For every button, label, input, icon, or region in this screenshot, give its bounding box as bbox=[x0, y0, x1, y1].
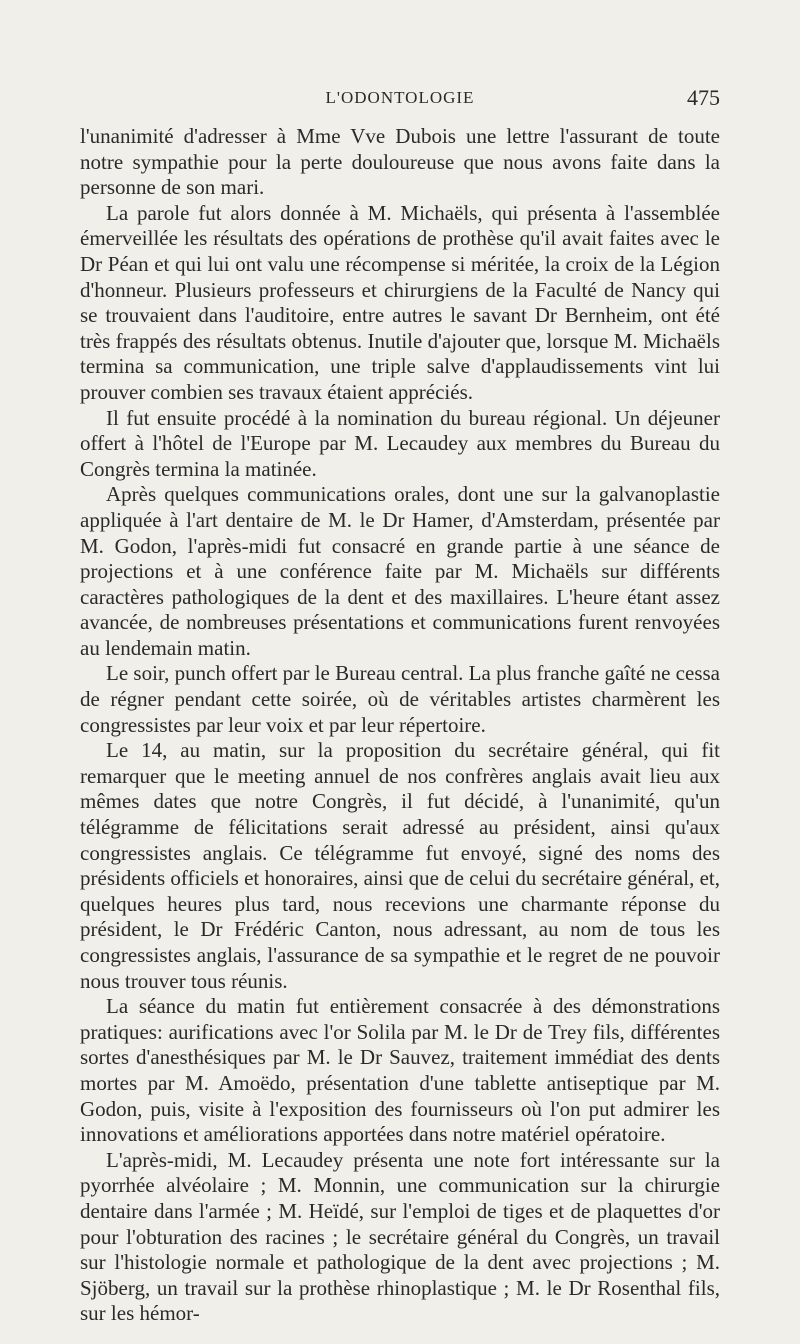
paragraph-continued: l'unanimité d'adresser à Mme Vve Dubois une lettre l'assurant de toute notre sympathie pour la perte douloureuse que nous avons faite dans la personne de son mari. bbox=[80, 124, 720, 200]
paragraph: Le 14, au matin, sur la proposition du secrétaire général, qui fit remarquer que le meeting annuel de nos confrères anglais avait lieu aux mêmes dates que notre Congrès, il fut décidé, à l'unanimité, qu'un télégramme de félicitations serait adressé au président, ainsi qu'aux congressistes anglais. Ce télégramme fut envoyé, signé des noms des présidents officiels et honoraires, ainsi que de celui du secrétaire général, et, quelques heures plus tard, nous recevions une charmante réponse du président, le Dr Frédéric Canton, nous adressant, au nom de tous les congressistes anglais, l'assurance de sa sympathie et le regret de ne pouvoir nous trouver tous réunis. bbox=[80, 738, 720, 993]
page-header bbox=[80, 85, 720, 118]
paragraph: L'après-midi, M. Lecaudey présenta une note fort intéressante sur la pyorrhée alvéolaire ; M. Monnin, une communication sur la chirurgie dentaire dans l'armée ; M. Heïdé, sur l'emploi de tiges et de plaquettes d'or pour l'obturation des racines ; le secrétaire général du Congrès, un travail sur l'histologie normale et pathologique de la dent avec projections ; M. Sjöberg, un travail sur la prothèse rhinoplastique ; M. le Dr Rosenthal fils, sur les hémor- bbox=[80, 1147, 720, 1326]
paragraph: Le soir, punch offert par le Bureau central. La plus franche gaîté ne cessa de régner pendant cette soirée, où de véritables artistes charmèrent les congressistes par leur voix et par leur répertoire. bbox=[80, 661, 720, 737]
paragraph: La parole fut alors donnée à M. Michaëls, qui présenta à l'assemblée émerveillée les résultats des opérations de prothèse qu'il avait faites avec le Dr Péan et qui lui ont valu une récompense si méritée, la croix de la Légion d'honneur. Plusieurs professeurs et chirurgiens de la Faculté de Nancy qui se trouvaient dans l'auditoire, entre autres le savant Dr Bernheim, ont été très frappés des résultats obtenus. Inutile d'ajouter que, lorsque M. Michaëls termina sa communication, une triple salve d'applaudissements vint lui prouver combien ses travaux étaient appréciés. bbox=[80, 200, 720, 404]
body-text bbox=[80, 124, 720, 1327]
running-title: L'ODONTOLOGIE bbox=[325, 88, 475, 107]
paragraph: Il fut ensuite procédé à la nomination du bureau régional. Un déjeuner offert à l'hôtel de l'Europe par M. Lecaudey aux membres du Bureau du Congrès termina la matinée. bbox=[80, 405, 720, 481]
paragraph: Après quelques communications orales, dont une sur la galvanoplastie appliquée à l'art dentaire de M. le Dr Hamer, d'Amsterdam, présentée par M. Godon, l'après-midi fut consacré en grande partie à une séance de projections et à une conférence faite par M. Michaëls sur différents caractères pathologiques de la dent et des maxillaires. L'heure étant assez avancée, de nombreuses présentations et communications furent renvoyées au lendemain matin. bbox=[80, 482, 720, 660]
page-number: 475 bbox=[687, 85, 720, 110]
paragraph: La séance du matin fut entièrement consacrée à des démonstrations pratiques: aurifications avec l'or Solila par M. le Dr de Trey fils, différentes sortes d'anesthésiques par M. le Dr Sauvez, traitement immédiat des dents mortes par M. Amoëdo, présentation d'une tablette antiseptique par M. Godon, puis, visite à l'exposition des fournisseurs où l'on put admirer les innovations et améliorations apportées dans notre matériel opératoire. bbox=[80, 994, 720, 1147]
